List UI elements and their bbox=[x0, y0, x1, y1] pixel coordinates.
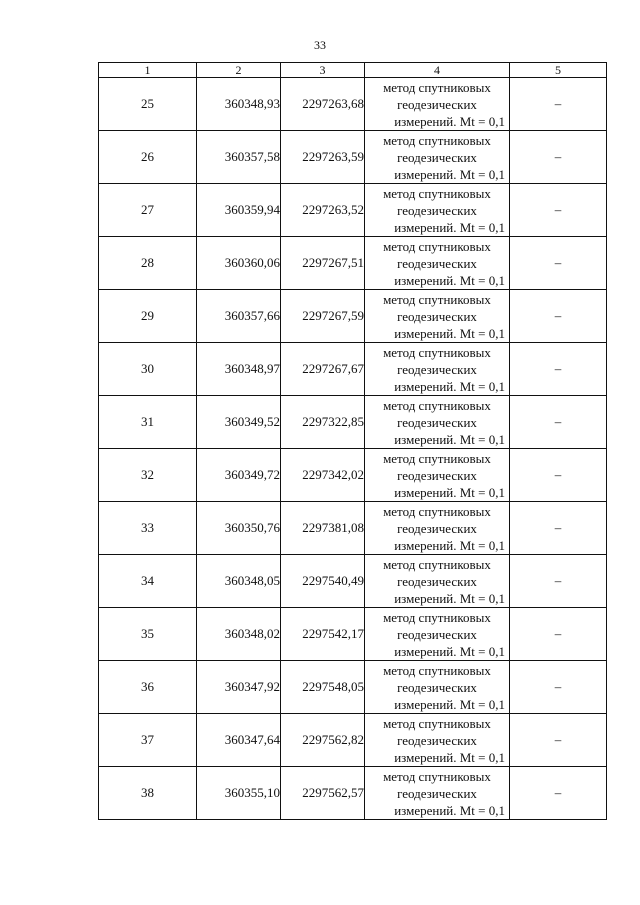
method-line-2: геодезических bbox=[397, 573, 477, 589]
y-coordinate-cell: 2297548,05 bbox=[281, 661, 365, 714]
method-line-1: метод спутниковых bbox=[383, 556, 491, 572]
x-coordinate-cell: 360357,58 bbox=[197, 131, 281, 184]
note-cell: – bbox=[510, 343, 607, 396]
note-cell: – bbox=[510, 661, 607, 714]
method-line-3: измерений. Mt = 0,1 bbox=[394, 113, 505, 129]
method-line-2: геодезических bbox=[397, 149, 477, 165]
method-line-3: измерений. Mt = 0,1 bbox=[394, 696, 505, 712]
method-line-2: геодезических bbox=[397, 414, 477, 430]
table-body bbox=[99, 78, 607, 820]
method-cell bbox=[365, 714, 510, 767]
point-number-cell: 29 bbox=[99, 290, 197, 343]
method-line-1: метод спутниковых bbox=[383, 291, 491, 307]
y-coordinate-cell: 2297381,08 bbox=[281, 502, 365, 555]
method-cell bbox=[365, 396, 510, 449]
note-cell: – bbox=[510, 714, 607, 767]
method-cell bbox=[365, 78, 510, 131]
method-line-3: измерений. Mt = 0,1 bbox=[394, 749, 505, 765]
method-cell bbox=[365, 608, 510, 661]
method-line-3: измерений. Mt = 0,1 bbox=[394, 272, 505, 288]
y-coordinate-cell: 2297267,67 bbox=[281, 343, 365, 396]
x-coordinate-cell: 360360,06 bbox=[197, 237, 281, 290]
x-coordinate-cell: 360355,10 bbox=[197, 767, 281, 820]
method-line-1: метод спутниковых bbox=[383, 132, 491, 148]
method-line-3: измерений. Mt = 0,1 bbox=[394, 643, 505, 659]
table-row bbox=[99, 555, 607, 608]
method-line-3: измерений. Mt = 0,1 bbox=[394, 590, 505, 606]
method-line-1: метод спутниковых bbox=[383, 450, 491, 466]
method-line-1: метод спутниковых bbox=[383, 768, 491, 784]
x-coordinate-cell: 360348,93 bbox=[197, 78, 281, 131]
point-number-cell: 30 bbox=[99, 343, 197, 396]
table-row bbox=[99, 78, 607, 131]
method-line-2: геодезических bbox=[397, 308, 477, 324]
method-line-2: геодезических bbox=[397, 626, 477, 642]
method-cell bbox=[365, 767, 510, 820]
x-coordinate-cell: 360348,02 bbox=[197, 608, 281, 661]
method-line-3: измерений. Mt = 0,1 bbox=[394, 219, 505, 235]
table-header-row bbox=[99, 63, 607, 78]
x-coordinate-cell: 360348,05 bbox=[197, 555, 281, 608]
y-coordinate-cell: 2297263,68 bbox=[281, 78, 365, 131]
x-coordinate-cell: 360349,52 bbox=[197, 396, 281, 449]
method-line-3: измерений. Mt = 0,1 bbox=[394, 378, 505, 394]
y-coordinate-cell: 2297342,02 bbox=[281, 449, 365, 502]
x-coordinate-cell: 360359,94 bbox=[197, 184, 281, 237]
method-cell bbox=[365, 131, 510, 184]
note-cell: – bbox=[510, 290, 607, 343]
header-cell-3: 3 bbox=[281, 63, 365, 78]
y-coordinate-cell: 2297562,82 bbox=[281, 714, 365, 767]
point-number-cell: 27 bbox=[99, 184, 197, 237]
method-line-2: геодезических bbox=[397, 255, 477, 271]
method-cell bbox=[365, 184, 510, 237]
x-coordinate-cell: 360350,76 bbox=[197, 502, 281, 555]
method-cell bbox=[365, 555, 510, 608]
table-row bbox=[99, 449, 607, 502]
method-line-1: метод спутниковых bbox=[383, 79, 491, 95]
x-coordinate-cell: 360349,72 bbox=[197, 449, 281, 502]
method-line-2: геодезических bbox=[397, 96, 477, 112]
method-line-2: геодезических bbox=[397, 679, 477, 695]
table-row bbox=[99, 396, 607, 449]
y-coordinate-cell: 2297267,59 bbox=[281, 290, 365, 343]
method-line-3: измерений. Mt = 0,1 bbox=[394, 537, 505, 553]
point-number-cell: 37 bbox=[99, 714, 197, 767]
method-cell bbox=[365, 449, 510, 502]
method-line-2: геодезических bbox=[397, 732, 477, 748]
note-cell: – bbox=[510, 502, 607, 555]
table-row bbox=[99, 184, 607, 237]
header-cell-2: 2 bbox=[197, 63, 281, 78]
point-number-cell: 38 bbox=[99, 767, 197, 820]
method-line-1: метод спутниковых bbox=[383, 609, 491, 625]
note-cell: – bbox=[510, 767, 607, 820]
note-cell: – bbox=[510, 449, 607, 502]
method-cell bbox=[365, 237, 510, 290]
point-number-cell: 33 bbox=[99, 502, 197, 555]
method-line-3: измерений. Mt = 0,1 bbox=[394, 802, 505, 818]
method-line-1: метод спутниковых bbox=[383, 715, 491, 731]
point-number-cell: 32 bbox=[99, 449, 197, 502]
method-line-1: метод спутниковых bbox=[383, 503, 491, 519]
method-line-1: метод спутниковых bbox=[383, 344, 491, 360]
y-coordinate-cell: 2297263,52 bbox=[281, 184, 365, 237]
point-number-cell: 31 bbox=[99, 396, 197, 449]
table-row bbox=[99, 343, 607, 396]
y-coordinate-cell: 2297562,57 bbox=[281, 767, 365, 820]
method-line-2: геодезических bbox=[397, 520, 477, 536]
method-cell bbox=[365, 502, 510, 555]
x-coordinate-cell: 360347,92 bbox=[197, 661, 281, 714]
y-coordinate-cell: 2297542,17 bbox=[281, 608, 365, 661]
table-row bbox=[99, 608, 607, 661]
method-line-2: геодезических bbox=[397, 361, 477, 377]
note-cell: – bbox=[510, 555, 607, 608]
method-line-2: геодезических bbox=[397, 467, 477, 483]
note-cell: – bbox=[510, 396, 607, 449]
header-cell-4: 4 bbox=[365, 63, 510, 78]
table-row bbox=[99, 237, 607, 290]
method-line-3: измерений. Mt = 0,1 bbox=[394, 166, 505, 182]
note-cell: – bbox=[510, 184, 607, 237]
note-cell: – bbox=[510, 237, 607, 290]
method-cell bbox=[365, 290, 510, 343]
table-row bbox=[99, 714, 607, 767]
point-number-cell: 36 bbox=[99, 661, 197, 714]
y-coordinate-cell: 2297267,51 bbox=[281, 237, 365, 290]
method-line-1: метод спутниковых bbox=[383, 185, 491, 201]
method-line-1: метод спутниковых bbox=[383, 397, 491, 413]
point-number-cell: 35 bbox=[99, 608, 197, 661]
page-number: 33 bbox=[314, 38, 326, 52]
x-coordinate-cell: 360348,97 bbox=[197, 343, 281, 396]
y-coordinate-cell: 2297322,85 bbox=[281, 396, 365, 449]
method-line-3: измерений. Mt = 0,1 bbox=[394, 431, 505, 447]
note-cell: – bbox=[510, 78, 607, 131]
y-coordinate-cell: 2297540,49 bbox=[281, 555, 365, 608]
table-row bbox=[99, 502, 607, 555]
note-cell: – bbox=[510, 131, 607, 184]
header-cell-5: 5 bbox=[510, 63, 607, 78]
method-line-3: измерений. Mt = 0,1 bbox=[394, 484, 505, 500]
table-row bbox=[99, 290, 607, 343]
point-number-cell: 28 bbox=[99, 237, 197, 290]
table-row bbox=[99, 661, 607, 714]
point-number-cell: 26 bbox=[99, 131, 197, 184]
point-number-cell: 34 bbox=[99, 555, 197, 608]
table-row bbox=[99, 131, 607, 184]
point-number-cell: 25 bbox=[99, 78, 197, 131]
table-row bbox=[99, 767, 607, 820]
coordinates-table bbox=[98, 62, 607, 820]
y-coordinate-cell: 2297263,59 bbox=[281, 131, 365, 184]
note-cell: – bbox=[510, 608, 607, 661]
method-line-3: измерений. Mt = 0,1 bbox=[394, 325, 505, 341]
x-coordinate-cell: 360357,66 bbox=[197, 290, 281, 343]
method-line-1: метод спутниковых bbox=[383, 238, 491, 254]
method-cell bbox=[365, 343, 510, 396]
method-line-2: геодезических bbox=[397, 202, 477, 218]
method-line-2: геодезических bbox=[397, 785, 477, 801]
method-line-1: метод спутниковых bbox=[383, 662, 491, 678]
method-cell bbox=[365, 661, 510, 714]
header-cell-1: 1 bbox=[99, 63, 197, 78]
x-coordinate-cell: 360347,64 bbox=[197, 714, 281, 767]
